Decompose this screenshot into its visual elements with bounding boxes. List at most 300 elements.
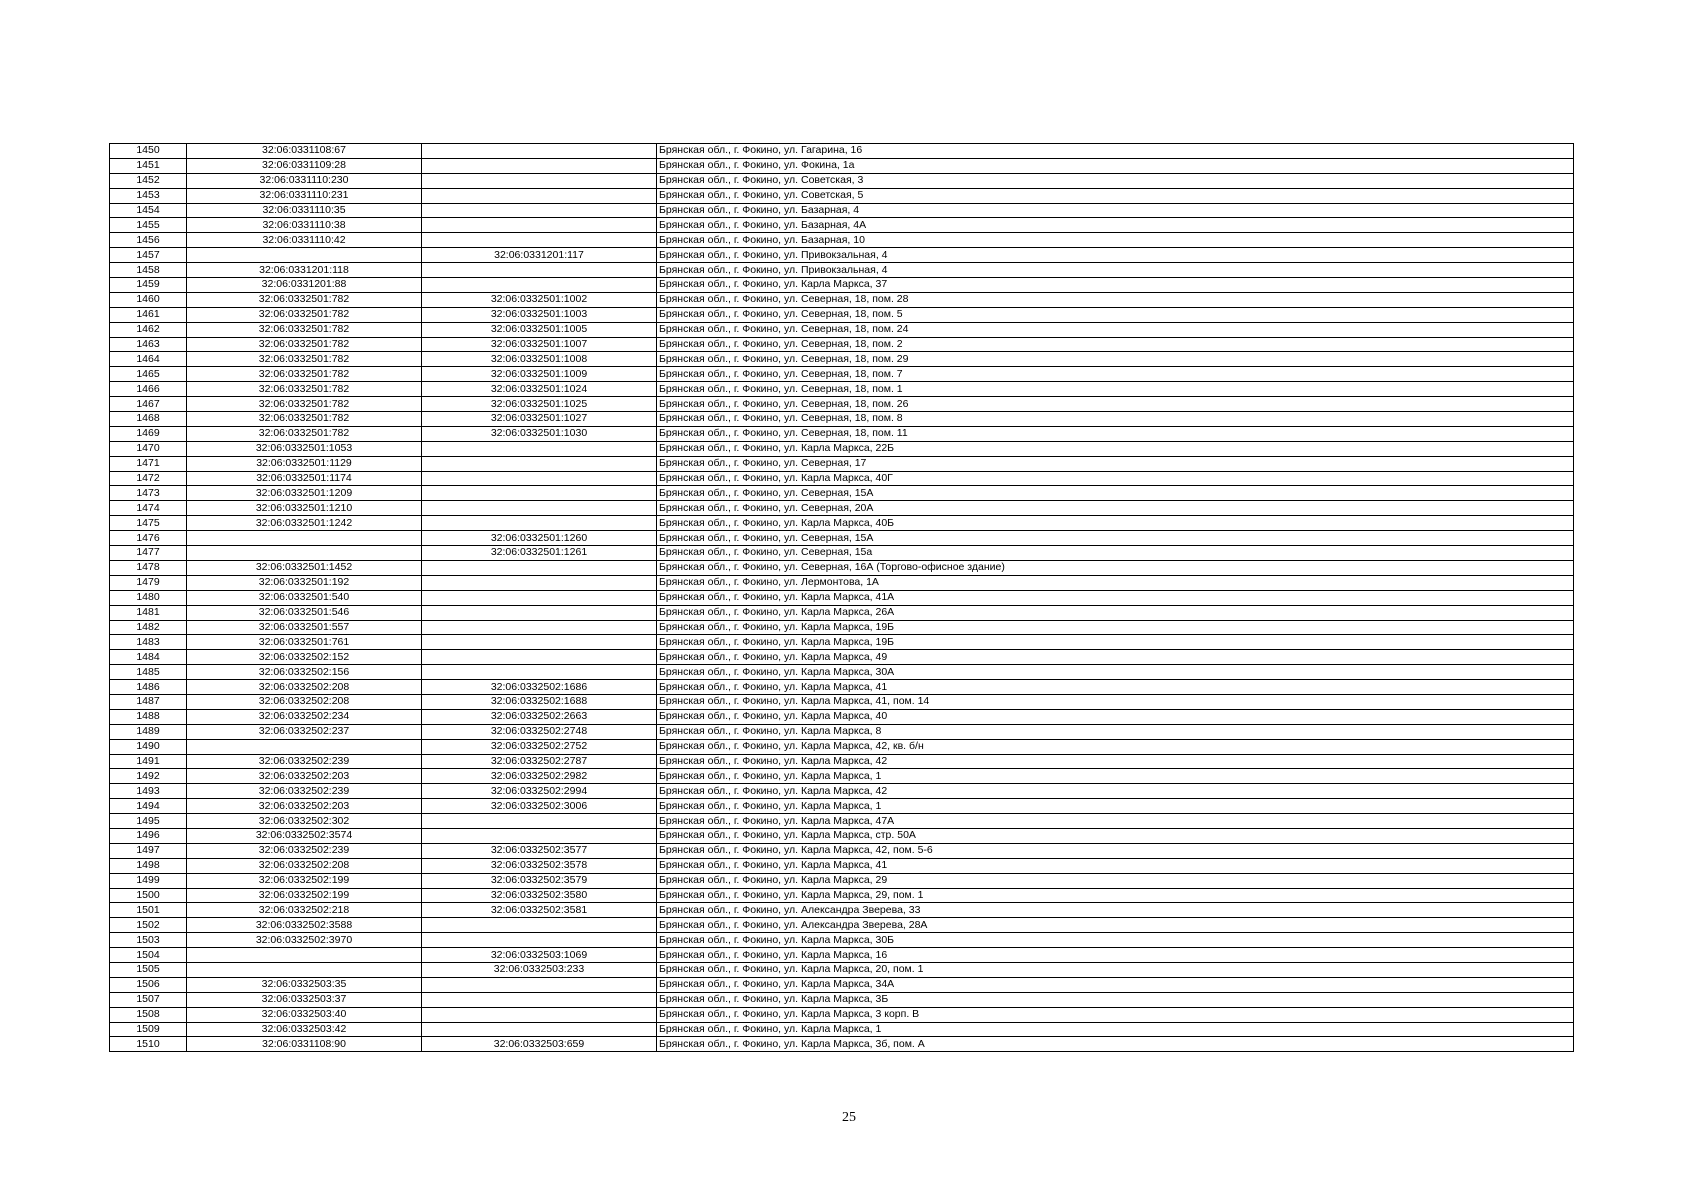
address-cell: Брянская обл., г. Фокино, ул. Северная, 20А (657, 501, 1574, 516)
cadastral-number-cell: 32:06:0332501:782 (187, 322, 422, 337)
object-number-cell: 32:06:0332502:2663 (422, 709, 657, 724)
address-cell: Брянская обл., г. Фокино, ул. Фокина, 1а (657, 158, 1574, 173)
object-number-cell: 32:06:0332503:1069 (422, 948, 657, 963)
table-row (110, 322, 1574, 337)
object-number-cell: 32:06:0332501:1024 (422, 382, 657, 397)
address-cell: Брянская обл., г. Фокино, ул. Карла Маркса, 29 (657, 873, 1574, 888)
address-cell: Брянская обл., г. Фокино, ул. Карла Маркса, 40Б (657, 516, 1574, 531)
object-number-cell: 32:06:0332502:1688 (422, 694, 657, 709)
table-row (110, 367, 1574, 382)
object-number-cell: 32:06:0331201:117 (422, 248, 657, 263)
address-cell: Брянская обл., г. Фокино, ул. Базарная, 4А (657, 218, 1574, 233)
object-number-cell (422, 144, 657, 159)
address-cell: Брянская обл., г. Фокино, ул. Северная, 18, пом. 7 (657, 367, 1574, 382)
cadastral-number-cell (187, 248, 422, 263)
row-number-cell: 1488 (110, 709, 187, 724)
row-number-cell: 1487 (110, 694, 187, 709)
cadastral-number-cell: 32:06:0332502:199 (187, 873, 422, 888)
address-cell: Брянская обл., г. Фокино, ул. Северная, 18, пом. 2 (657, 337, 1574, 352)
address-cell: Брянская обл., г. Фокино, ул. Карла Маркса, 19Б (657, 635, 1574, 650)
page-number: 25 (842, 1110, 856, 1125)
address-cell: Брянская обл., г. Фокино, ул. Советская, 3 (657, 173, 1574, 188)
table-row (110, 1037, 1574, 1052)
cadastral-number-cell: 32:06:0332501:1174 (187, 471, 422, 486)
row-number-cell: 1489 (110, 724, 187, 739)
cadastral-number-cell: 32:06:0332501:557 (187, 620, 422, 635)
cadastral-number-cell: 32:06:0332501:782 (187, 367, 422, 382)
table-row (110, 977, 1574, 992)
table-row (110, 516, 1574, 531)
row-number-cell: 1474 (110, 501, 187, 516)
object-number-cell: 32:06:0332502:3581 (422, 903, 657, 918)
cadastral-number-cell: 32:06:0332501:782 (187, 352, 422, 367)
object-number-cell: 32:06:0332501:1007 (422, 337, 657, 352)
cadastral-number-cell: 32:06:0332503:40 (187, 1007, 422, 1022)
cadastral-number-cell (187, 962, 422, 977)
row-number-cell: 1483 (110, 635, 187, 650)
cadastral-number-cell: 32:06:0332502:208 (187, 680, 422, 695)
address-cell: Брянская обл., г. Фокино, ул. Карла Маркса, 1 (657, 799, 1574, 814)
table-row (110, 248, 1574, 263)
cadastral-number-cell: 32:06:0332502:239 (187, 784, 422, 799)
object-number-cell: 32:06:0332501:1003 (422, 307, 657, 322)
row-number-cell: 1504 (110, 948, 187, 963)
object-number-cell: 32:06:0332501:1002 (422, 292, 657, 307)
cadastral-number-cell: 32:06:0332502:203 (187, 769, 422, 784)
row-number-cell: 1508 (110, 1007, 187, 1022)
object-number-cell (422, 992, 657, 1007)
row-number-cell: 1451 (110, 158, 187, 173)
table-row (110, 486, 1574, 501)
row-number-cell: 1475 (110, 516, 187, 531)
row-number-cell: 1466 (110, 382, 187, 397)
address-cell: Брянская обл., г. Фокино, ул. Карла Маркса, 3б, пом. А (657, 1037, 1574, 1052)
row-number-cell: 1457 (110, 248, 187, 263)
address-cell: Брянская обл., г. Фокино, ул. Карла Маркса, 19Б (657, 620, 1574, 635)
row-number-cell: 1491 (110, 754, 187, 769)
table-row (110, 382, 1574, 397)
row-number-cell: 1464 (110, 352, 187, 367)
object-number-cell (422, 575, 657, 590)
table-row (110, 575, 1574, 590)
table-row (110, 858, 1574, 873)
table-row (110, 1007, 1574, 1022)
object-number-cell (422, 203, 657, 218)
cadastral-number-cell: 32:06:0332502:208 (187, 858, 422, 873)
object-number-cell (422, 486, 657, 501)
cadastral-number-cell: 32:06:0332502:3588 (187, 918, 422, 933)
object-number-cell: 32:06:0332502:2787 (422, 754, 657, 769)
address-cell: Брянская обл., г. Фокино, ул. Северная, 18, пом. 1 (657, 382, 1574, 397)
object-number-cell (422, 605, 657, 620)
cadastral-number-cell: 32:06:0331110:231 (187, 188, 422, 203)
row-number-cell: 1503 (110, 933, 187, 948)
object-number-cell (422, 1007, 657, 1022)
cadastral-number-cell: 32:06:0331110:42 (187, 233, 422, 248)
object-number-cell (422, 650, 657, 665)
row-number-cell: 1500 (110, 888, 187, 903)
table-row (110, 471, 1574, 486)
object-number-cell (422, 218, 657, 233)
address-cell: Брянская обл., г. Фокино, ул. Советская, 5 (657, 188, 1574, 203)
table-row (110, 560, 1574, 575)
cadastral-number-cell: 32:06:0332501:782 (187, 412, 422, 427)
table-row (110, 144, 1574, 159)
table-row (110, 397, 1574, 412)
object-number-cell: 32:06:0332502:2982 (422, 769, 657, 784)
table-row (110, 903, 1574, 918)
cadastral-number-cell: 32:06:0332501:1210 (187, 501, 422, 516)
cadastral-number-cell: 32:06:0332502:218 (187, 903, 422, 918)
row-number-cell: 1496 (110, 828, 187, 843)
cadastral-number-cell: 32:06:0332501:782 (187, 307, 422, 322)
table-row (110, 739, 1574, 754)
cadastral-number-cell: 32:06:0332502:152 (187, 650, 422, 665)
object-number-cell (422, 560, 657, 575)
object-number-cell (422, 278, 657, 293)
address-cell: Брянская обл., г. Фокино, ул. Карла Маркса, 42 (657, 754, 1574, 769)
object-number-cell (422, 471, 657, 486)
table-row (110, 635, 1574, 650)
table-row (110, 620, 1574, 635)
address-cell: Брянская обл., г. Фокино, ул. Северная, 15А (657, 531, 1574, 546)
cadastral-number-cell: 32:06:0332502:203 (187, 799, 422, 814)
cadastral-number-cell: 32:06:0331108:67 (187, 144, 422, 159)
cadastral-number-cell: 32:06:0331201:118 (187, 263, 422, 278)
row-number-cell: 1495 (110, 814, 187, 829)
address-cell: Брянская обл., г. Фокино, ул. Северная, 18, пом. 11 (657, 426, 1574, 441)
cadastral-number-cell: 32:06:0332501:782 (187, 382, 422, 397)
address-cell: Брянская обл., г. Фокино, ул. Александра Зверева, 28А (657, 918, 1574, 933)
row-number-cell: 1473 (110, 486, 187, 501)
row-number-cell: 1465 (110, 367, 187, 382)
cadastral-number-cell: 32:06:0331110:35 (187, 203, 422, 218)
cadastral-number-cell: 32:06:0332502:199 (187, 888, 422, 903)
cadastral-number-cell: 32:06:0332503:42 (187, 1022, 422, 1037)
address-cell: Брянская обл., г. Фокино, ул. Гагарина, 16 (657, 144, 1574, 159)
address-cell: Брянская обл., г. Фокино, ул. Карла Маркса, 41А (657, 590, 1574, 605)
address-cell: Брянская обл., г. Фокино, ул. Карла Маркса, 41 (657, 680, 1574, 695)
table-row (110, 709, 1574, 724)
address-cell: Брянская обл., г. Фокино, ул. Карла Маркса, 22Б (657, 441, 1574, 456)
row-number-cell: 1482 (110, 620, 187, 635)
address-cell: Брянская обл., г. Фокино, ул. Карла Маркса, 30Б (657, 933, 1574, 948)
row-number-cell: 1492 (110, 769, 187, 784)
object-number-cell: 32:06:0332501:1009 (422, 367, 657, 382)
address-cell: Брянская обл., г. Фокино, ул. Привокзальная, 4 (657, 248, 1574, 263)
object-number-cell: 32:06:0332502:2748 (422, 724, 657, 739)
object-number-cell (422, 620, 657, 635)
address-cell: Брянская обл., г. Фокино, ул. Северная, 17 (657, 456, 1574, 471)
object-number-cell: 32:06:0332503:659 (422, 1037, 657, 1052)
cadastral-number-cell: 32:06:0332501:1129 (187, 456, 422, 471)
row-number-cell: 1499 (110, 873, 187, 888)
cadastral-number-cell: 32:06:0331201:88 (187, 278, 422, 293)
row-number-cell: 1462 (110, 322, 187, 337)
table-row (110, 292, 1574, 307)
object-number-cell (422, 814, 657, 829)
object-number-cell: 32:06:0332502:3580 (422, 888, 657, 903)
object-number-cell: 32:06:0332501:1008 (422, 352, 657, 367)
table-row (110, 218, 1574, 233)
table-row (110, 337, 1574, 352)
row-number-cell: 1468 (110, 412, 187, 427)
cadastral-number-cell: 32:06:0332501:782 (187, 292, 422, 307)
row-number-cell: 1502 (110, 918, 187, 933)
row-number-cell: 1479 (110, 575, 187, 590)
cadastral-number-cell: 32:06:0332502:302 (187, 814, 422, 829)
address-cell: Брянская обл., г. Фокино, ул. Северная, 18, пом. 28 (657, 292, 1574, 307)
row-number-cell: 1461 (110, 307, 187, 322)
address-cell: Брянская обл., г. Фокино, ул. Карла Маркса, 40 (657, 709, 1574, 724)
address-cell: Брянская обл., г. Фокино, ул. Карла Маркса, 42, пом. 5-6 (657, 843, 1574, 858)
object-number-cell (422, 933, 657, 948)
row-number-cell: 1480 (110, 590, 187, 605)
table-row (110, 843, 1574, 858)
table-row (110, 263, 1574, 278)
address-cell: Брянская обл., г. Фокино, ул. Северная, 18, пом. 29 (657, 352, 1574, 367)
address-cell: Брянская обл., г. Фокино, ул. Карла Маркса, 40Г (657, 471, 1574, 486)
address-cell: Брянская обл., г. Фокино, ул. Карла Маркса, 34А (657, 977, 1574, 992)
address-cell: Брянская обл., г. Фокино, ул. Карла Маркса, 42 (657, 784, 1574, 799)
object-number-cell: 32:06:0332502:3577 (422, 843, 657, 858)
object-number-cell (422, 441, 657, 456)
table-row (110, 456, 1574, 471)
address-cell: Брянская обл., г. Фокино, ул. Карла Маркса, 41, пом. 14 (657, 694, 1574, 709)
table-row (110, 769, 1574, 784)
row-number-cell: 1486 (110, 680, 187, 695)
table-row (110, 501, 1574, 516)
row-number-cell: 1505 (110, 962, 187, 977)
address-cell: Брянская обл., г. Фокино, ул. Карла Маркса, 3Б (657, 992, 1574, 1007)
address-cell: Брянская обл., г. Фокино, ул. Привокзальная, 4 (657, 263, 1574, 278)
cadastral-number-cell: 32:06:0332501:192 (187, 575, 422, 590)
table-row (110, 694, 1574, 709)
object-number-cell: 32:06:0332502:3579 (422, 873, 657, 888)
registry-table (109, 143, 1574, 1052)
address-cell: Брянская обл., г. Фокино, ул. Карла Маркса, 3 корп. В (657, 1007, 1574, 1022)
table-row (110, 605, 1574, 620)
table-row (110, 754, 1574, 769)
cadastral-number-cell: 32:06:0332502:156 (187, 665, 422, 680)
row-number-cell: 1471 (110, 456, 187, 471)
row-number-cell: 1456 (110, 233, 187, 248)
table-row (110, 933, 1574, 948)
cadastral-number-cell: 32:06:0332501:1209 (187, 486, 422, 501)
cadastral-number-cell: 32:06:0332502:237 (187, 724, 422, 739)
object-number-cell: 32:06:0332502:3578 (422, 858, 657, 873)
row-number-cell: 1507 (110, 992, 187, 1007)
row-number-cell: 1455 (110, 218, 187, 233)
table-row (110, 1022, 1574, 1037)
cadastral-number-cell: 32:06:0331110:38 (187, 218, 422, 233)
table-row (110, 784, 1574, 799)
object-number-cell (422, 1022, 657, 1037)
address-cell: Брянская обл., г. Фокино, ул. Северная, 18, пом. 24 (657, 322, 1574, 337)
table-row (110, 590, 1574, 605)
row-number-cell: 1497 (110, 843, 187, 858)
cadastral-number-cell: 32:06:0332502:3970 (187, 933, 422, 948)
table-row (110, 203, 1574, 218)
address-cell: Брянская обл., г. Фокино, ул. Северная, 16А (Торгово-офисное здание) (657, 560, 1574, 575)
object-number-cell (422, 590, 657, 605)
address-cell: Брянская обл., г. Фокино, ул. Базарная, 4 (657, 203, 1574, 218)
cadastral-number-cell: 32:06:0332501:1452 (187, 560, 422, 575)
address-cell: Брянская обл., г. Фокино, ул. Александра Зверева, 33 (657, 903, 1574, 918)
address-cell: Брянская обл., г. Фокино, ул. Северная, 15а (657, 546, 1574, 561)
object-number-cell: 32:06:0332502:3006 (422, 799, 657, 814)
object-number-cell (422, 263, 657, 278)
table-row (110, 352, 1574, 367)
object-number-cell: 32:06:0332503:233 (422, 962, 657, 977)
table-row (110, 888, 1574, 903)
row-number-cell: 1450 (110, 144, 187, 159)
object-number-cell: 32:06:0332502:2752 (422, 739, 657, 754)
table-row (110, 814, 1574, 829)
row-number-cell: 1498 (110, 858, 187, 873)
cadastral-number-cell: 32:06:0331110:230 (187, 173, 422, 188)
registry-table-body (110, 144, 1574, 1052)
object-number-cell (422, 501, 657, 516)
table-row (110, 992, 1574, 1007)
table-row (110, 680, 1574, 695)
object-number-cell: 32:06:0332501:1005 (422, 322, 657, 337)
table-row (110, 233, 1574, 248)
cadastral-number-cell: 32:06:0332502:239 (187, 843, 422, 858)
table-row (110, 918, 1574, 933)
address-cell: Брянская обл., г. Фокино, ул. Карла Маркса, 30А (657, 665, 1574, 680)
cadastral-number-cell: 32:06:0332501:761 (187, 635, 422, 650)
address-cell: Брянская обл., г. Фокино, ул. Карла Маркса, 41 (657, 858, 1574, 873)
address-cell: Брянская обл., г. Фокино, ул. Карла Маркса, 26А (657, 605, 1574, 620)
row-number-cell: 1493 (110, 784, 187, 799)
table-row (110, 173, 1574, 188)
row-number-cell: 1470 (110, 441, 187, 456)
row-number-cell: 1463 (110, 337, 187, 352)
table-row (110, 546, 1574, 561)
row-number-cell: 1478 (110, 560, 187, 575)
row-number-cell: 1485 (110, 665, 187, 680)
table-row (110, 158, 1574, 173)
address-cell: Брянская обл., г. Фокино, ул. Карла Маркса, 8 (657, 724, 1574, 739)
table-row (110, 307, 1574, 322)
table-row (110, 948, 1574, 963)
address-cell: Брянская обл., г. Фокино, ул. Базарная, 10 (657, 233, 1574, 248)
object-number-cell (422, 233, 657, 248)
object-number-cell: 32:06:0332501:1027 (422, 412, 657, 427)
object-number-cell (422, 665, 657, 680)
row-number-cell: 1510 (110, 1037, 187, 1052)
address-cell: Брянская обл., г. Фокино, ул. Северная, 18, пом. 26 (657, 397, 1574, 412)
row-number-cell: 1459 (110, 278, 187, 293)
address-cell: Брянская обл., г. Фокино, ул. Карла Маркса, 1 (657, 1022, 1574, 1037)
address-cell: Брянская обл., г. Фокино, ул. Карла Маркса, 47А (657, 814, 1574, 829)
cadastral-number-cell: 32:06:0332502:208 (187, 694, 422, 709)
object-number-cell: 32:06:0332501:1025 (422, 397, 657, 412)
row-number-cell: 1506 (110, 977, 187, 992)
table-row (110, 426, 1574, 441)
row-number-cell: 1453 (110, 188, 187, 203)
row-number-cell: 1484 (110, 650, 187, 665)
cadastral-number-cell: 32:06:0332501:540 (187, 590, 422, 605)
cadastral-number-cell: 32:06:0332503:35 (187, 977, 422, 992)
object-number-cell (422, 516, 657, 531)
object-number-cell (422, 456, 657, 471)
table-row (110, 828, 1574, 843)
cadastral-number-cell (187, 531, 422, 546)
table-row (110, 441, 1574, 456)
table-row (110, 650, 1574, 665)
cadastral-number-cell: 32:06:0332503:37 (187, 992, 422, 1007)
address-cell: Брянская обл., г. Фокино, ул. Карла Маркса, стр. 50А (657, 828, 1574, 843)
cadastral-number-cell: 32:06:0332501:782 (187, 397, 422, 412)
table-row (110, 962, 1574, 977)
cadastral-number-cell: 32:06:0332501:546 (187, 605, 422, 620)
object-number-cell: 32:06:0332501:1261 (422, 546, 657, 561)
cadastral-number-cell: 32:06:0332502:239 (187, 754, 422, 769)
row-number-cell: 1469 (110, 426, 187, 441)
table-row (110, 412, 1574, 427)
object-number-cell (422, 977, 657, 992)
cadastral-number-cell (187, 739, 422, 754)
cadastral-number-cell: 32:06:0332501:782 (187, 426, 422, 441)
row-number-cell: 1494 (110, 799, 187, 814)
object-number-cell (422, 918, 657, 933)
row-number-cell: 1460 (110, 292, 187, 307)
address-cell: Брянская обл., г. Фокино, ул. Карла Маркса, 16 (657, 948, 1574, 963)
address-cell: Брянская обл., г. Фокино, ул. Карла Маркса, 29, пом. 1 (657, 888, 1574, 903)
address-cell: Брянская обл., г. Фокино, ул. Северная, 18, пом. 5 (657, 307, 1574, 322)
row-number-cell: 1477 (110, 546, 187, 561)
cadastral-number-cell: 32:06:0332501:782 (187, 337, 422, 352)
object-number-cell: 32:06:0332502:1686 (422, 680, 657, 695)
object-number-cell (422, 635, 657, 650)
address-cell: Брянская обл., г. Фокино, ул. Карла Маркса, 20, пом. 1 (657, 962, 1574, 977)
object-number-cell (422, 173, 657, 188)
address-cell: Брянская обл., г. Фокино, ул. Северная, 15А (657, 486, 1574, 501)
table-row (110, 278, 1574, 293)
address-cell: Брянская обл., г. Фокино, ул. Карла Маркса, 37 (657, 278, 1574, 293)
cadastral-number-cell: 32:06:0332502:3574 (187, 828, 422, 843)
cadastral-number-cell: 32:06:0332502:234 (187, 709, 422, 724)
address-cell: Брянская обл., г. Фокино, ул. Лермонтова, 1А (657, 575, 1574, 590)
row-number-cell: 1454 (110, 203, 187, 218)
row-number-cell: 1472 (110, 471, 187, 486)
table-row (110, 665, 1574, 680)
table-row (110, 873, 1574, 888)
object-number-cell (422, 158, 657, 173)
cadastral-number-cell: 32:06:0332501:1053 (187, 441, 422, 456)
object-number-cell (422, 188, 657, 203)
row-number-cell: 1490 (110, 739, 187, 754)
row-number-cell: 1452 (110, 173, 187, 188)
address-cell: Брянская обл., г. Фокино, ул. Северная, 18, пом. 8 (657, 412, 1574, 427)
cadastral-number-cell: 32:06:0332501:1242 (187, 516, 422, 531)
row-number-cell: 1509 (110, 1022, 187, 1037)
cadastral-number-cell (187, 546, 422, 561)
table-row (110, 724, 1574, 739)
object-number-cell (422, 828, 657, 843)
row-number-cell: 1481 (110, 605, 187, 620)
address-cell: Брянская обл., г. Фокино, ул. Карла Маркса, 49 (657, 650, 1574, 665)
table-row (110, 799, 1574, 814)
row-number-cell: 1458 (110, 263, 187, 278)
row-number-cell: 1467 (110, 397, 187, 412)
table-row (110, 531, 1574, 546)
table-row (110, 188, 1574, 203)
row-number-cell: 1476 (110, 531, 187, 546)
object-number-cell: 32:06:0332501:1030 (422, 426, 657, 441)
